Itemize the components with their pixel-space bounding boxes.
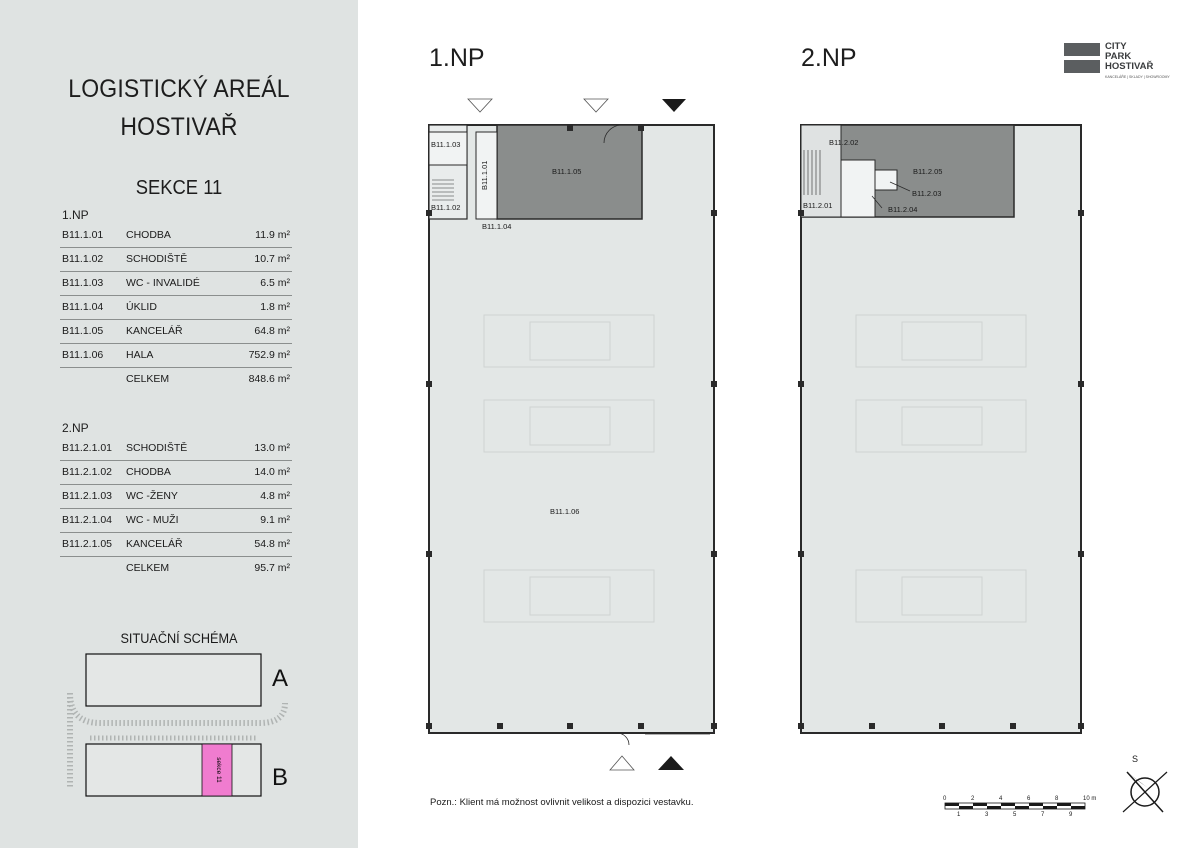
compass-icon xyxy=(1115,752,1175,822)
floor-plan-2np xyxy=(782,90,1102,740)
scale-label: 4 xyxy=(999,796,1003,802)
compass-pointer xyxy=(1127,772,1148,788)
scale-label: 6 xyxy=(1027,796,1031,802)
entrance-triangle-icon xyxy=(584,99,608,112)
logo-line1: CITY xyxy=(1105,41,1127,52)
logo-line2: PARK xyxy=(1105,51,1132,62)
highlight-label: sekce 11 xyxy=(215,757,222,783)
main-entrance-triangle-icon xyxy=(662,99,686,112)
room-label: B11.1.02 xyxy=(431,203,461,212)
floor1-table xyxy=(60,224,292,391)
title-line2: HOSTIVAŘ xyxy=(120,113,238,141)
building-a xyxy=(86,654,261,706)
title-line1: LOGISTICKÝ AREÁL xyxy=(68,75,290,103)
scale-label: 5 xyxy=(1013,812,1017,818)
building-b-label: B xyxy=(272,764,289,791)
scale-label: 0 xyxy=(943,796,947,802)
table-row: B11.1.04 ÚKLID 1.8 m² xyxy=(60,296,292,320)
plan2-title: 2.NP xyxy=(801,44,857,72)
schema-title: SITUAČNÍ SCHÉMA xyxy=(120,631,238,646)
logo-line3: HOSTIVAŘ xyxy=(1105,61,1154,72)
wc-rooms xyxy=(841,160,875,217)
table-row: B11.2.1.03 WC -ŽENY 4.8 m² xyxy=(60,485,292,509)
table-row: B11.2.1.04 WC - MUŽI 9.1 m² xyxy=(60,509,292,533)
scale-bar xyxy=(940,790,1105,820)
scale-label: 1 xyxy=(957,812,961,818)
table-row: B11.1.06 HALA 752.9 m² xyxy=(60,344,292,368)
main-exit-triangle-icon xyxy=(658,756,684,770)
table-total-row: CELKEM 848.6 m² xyxy=(126,373,290,385)
floor-plan-1np xyxy=(410,90,730,780)
floor2-table xyxy=(60,437,292,580)
table-row: B11.2.1.02 CHODBA 14.0 m² xyxy=(60,461,292,485)
compass-label: S xyxy=(1132,754,1139,764)
building-b xyxy=(86,744,261,796)
city-park-logo xyxy=(1064,41,1170,81)
room-label: B11.2.05 xyxy=(913,167,943,176)
floor1-heading: 1.NP xyxy=(62,208,89,222)
footnote: Pozn.: Klient má možnost ovlivnit velikost a dispozici vestavku. xyxy=(430,797,694,808)
table-row: B11.1.03 WC - INVALIDÉ 6.5 m² xyxy=(60,272,292,296)
wc-room xyxy=(875,170,897,190)
table-total-row: CELKEM 95.7 m² xyxy=(126,562,290,574)
logo-bar-icon xyxy=(1064,43,1100,56)
room-label: B11.1.03 xyxy=(431,140,461,149)
room-label: B11.1.05 xyxy=(552,167,582,176)
table-row: B11.1.05 KANCELÁŘ 64.8 m² xyxy=(60,320,292,344)
plan1-title: 1.NP xyxy=(429,44,485,72)
exit-triangle-icon xyxy=(610,756,634,770)
scale-label: 8 xyxy=(1055,796,1059,802)
room-label: B11.2.02 xyxy=(829,138,859,147)
scale-label: 10 m xyxy=(1083,796,1097,802)
logo-tagline: KANCELÁŘE | SKLADY | SHOWROOMY xyxy=(1105,75,1170,79)
table-row: B11.2.1.05 KANCELÁŘ 54.8 m² xyxy=(60,533,292,557)
room-label: B11.2.04 xyxy=(888,205,918,214)
scale-label: 2 xyxy=(971,796,975,802)
room-label: B11.2.03 xyxy=(912,189,942,198)
sidebar xyxy=(0,0,358,848)
room-label: B11.2.01 xyxy=(803,201,833,210)
table-row: B11.1.02 SCHODIŠTĚ 10.7 m² xyxy=(60,248,292,272)
scale-label: 7 xyxy=(1041,812,1045,818)
table-row: B11.1.01 CHODBA 11.9 m² xyxy=(60,224,292,248)
room-label: B11.1.04 xyxy=(482,222,512,231)
table-row: B11.2.1.01 SCHODIŠTĚ 13.0 m² xyxy=(60,437,292,461)
door-swing xyxy=(617,733,629,745)
room-label: B11.1.06 xyxy=(550,507,580,516)
scale-label: 9 xyxy=(1069,812,1073,818)
building-a-label: A xyxy=(272,665,289,692)
entrance-triangle-icon xyxy=(468,99,492,112)
room-label: B11.1.01 xyxy=(480,160,489,190)
scale-label: 3 xyxy=(985,812,989,818)
site-schema xyxy=(60,648,300,808)
floor2-heading: 2.NP xyxy=(62,421,89,435)
section-title: SEKCE 11 xyxy=(135,177,223,199)
logo-bar-icon xyxy=(1064,60,1100,73)
